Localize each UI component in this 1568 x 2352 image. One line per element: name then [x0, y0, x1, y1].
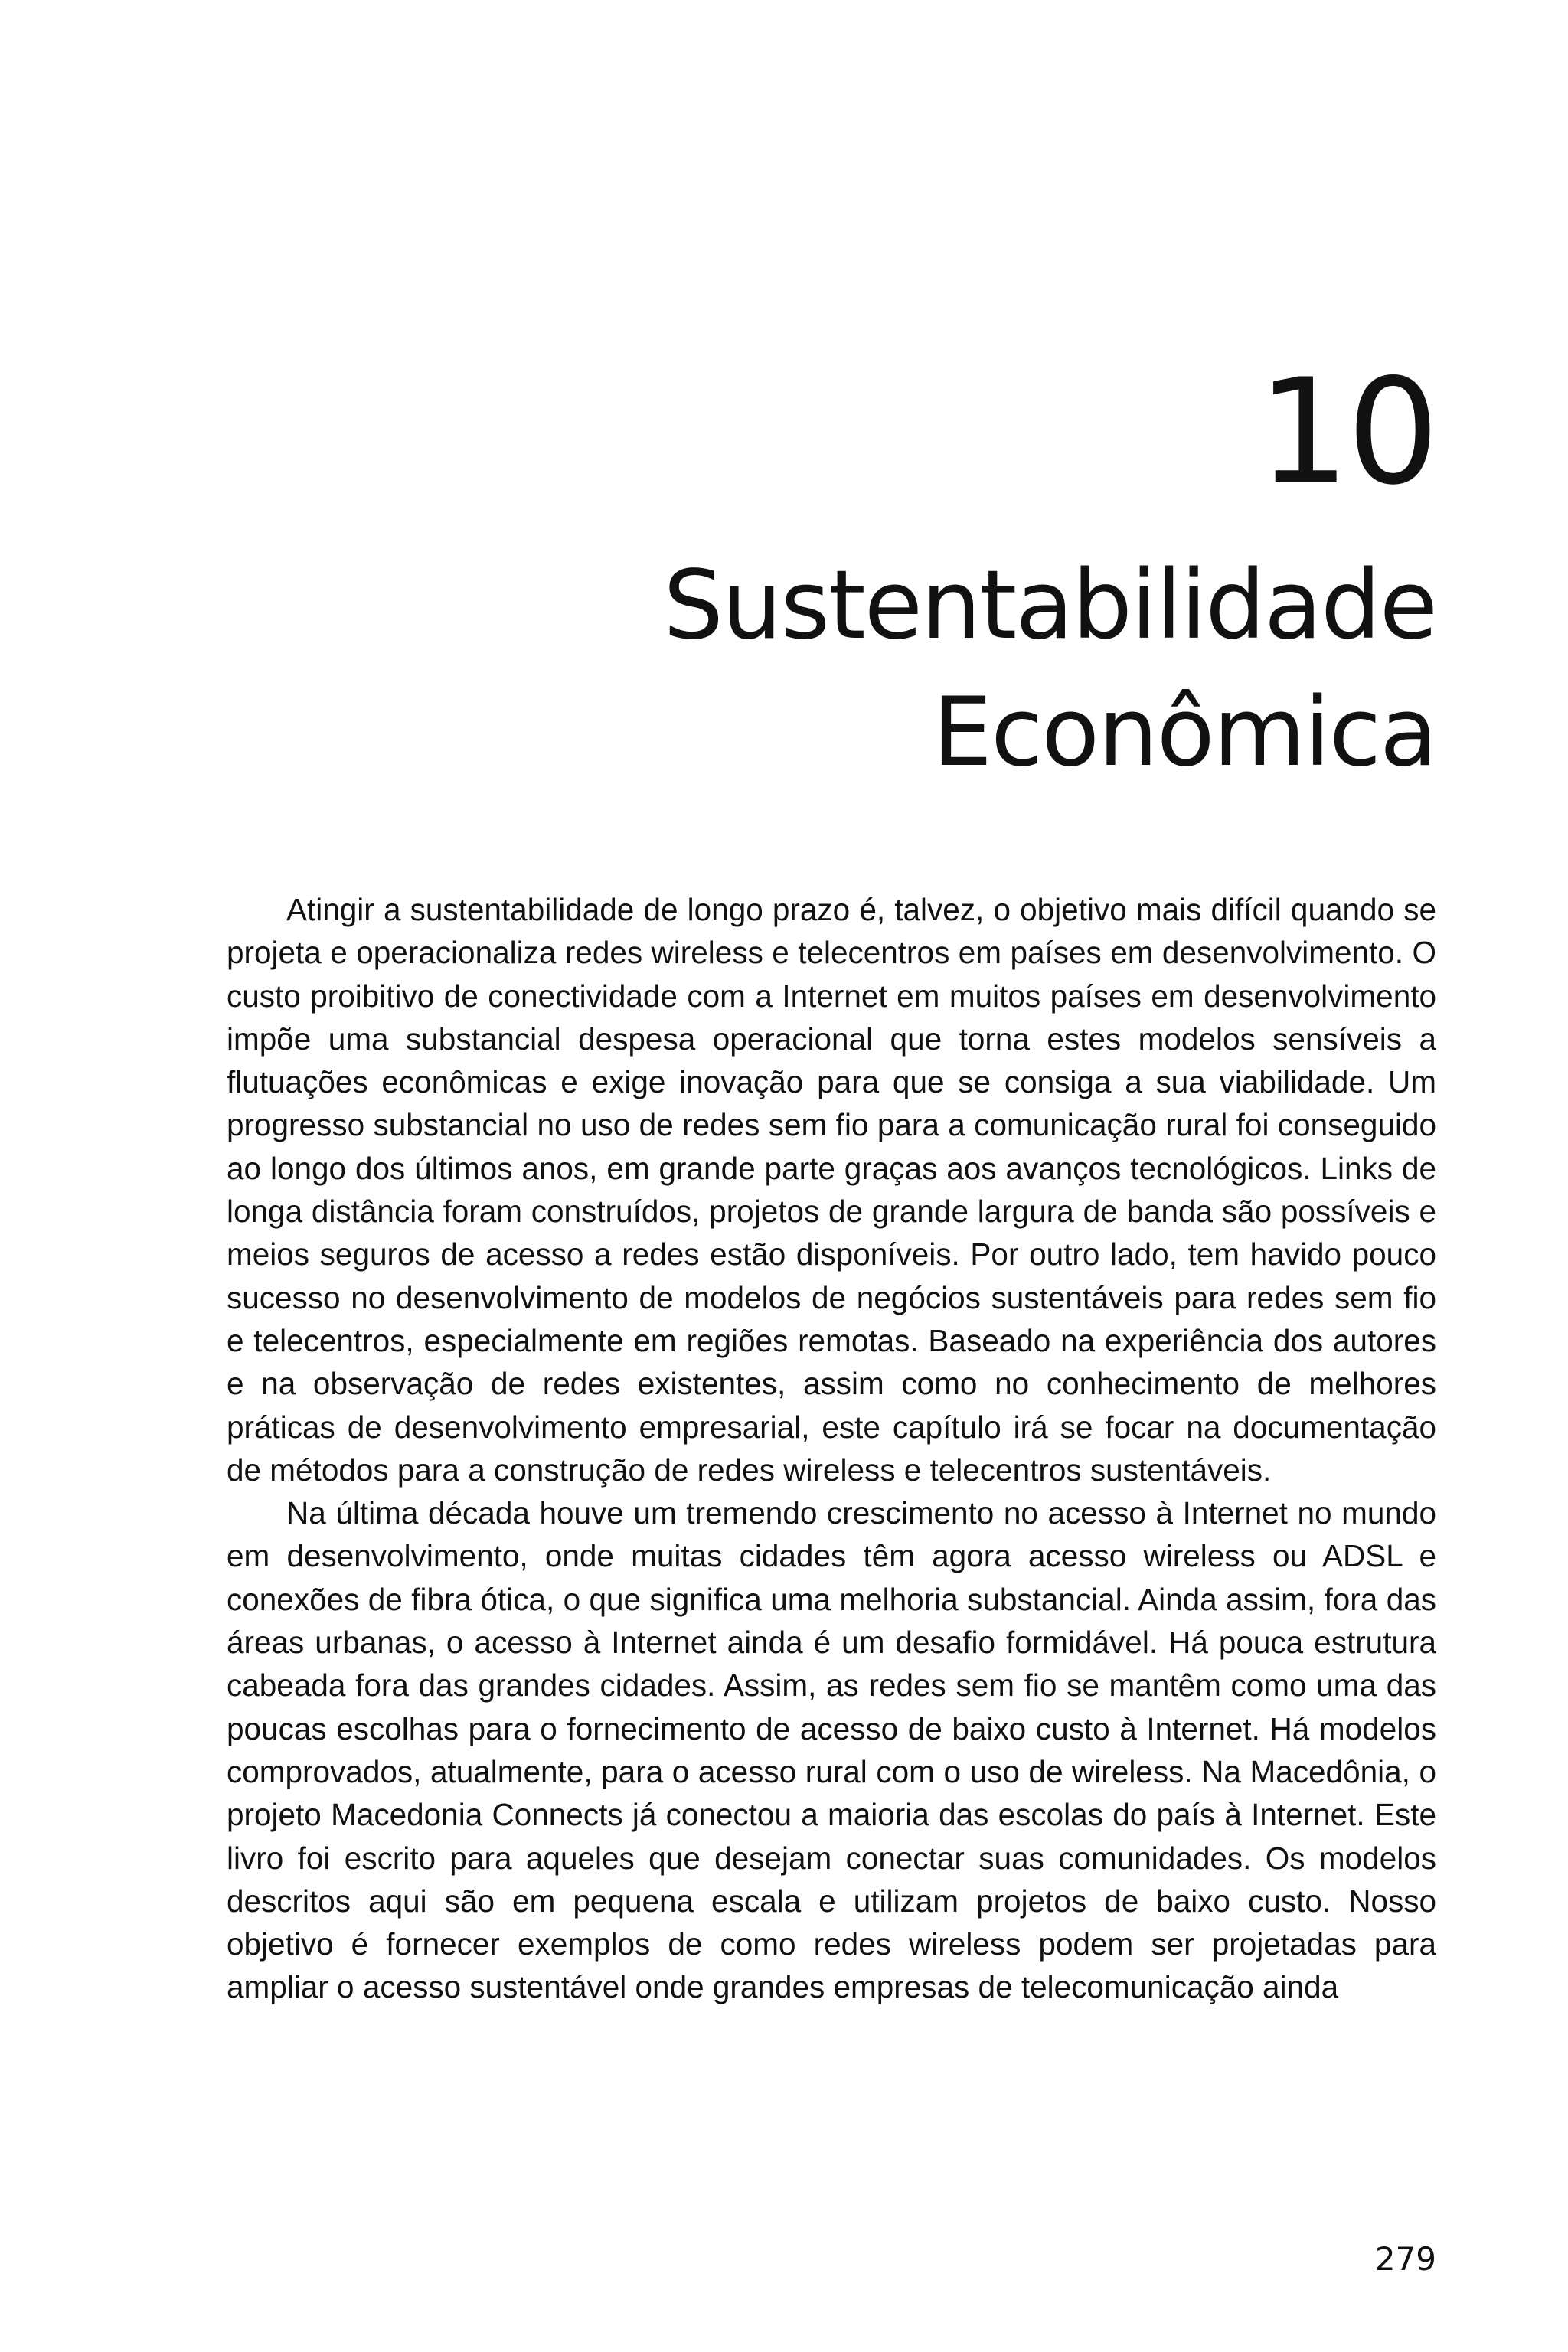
body-text: [227, 888, 1436, 2009]
chapter-number: 10: [1257, 348, 1436, 517]
paragraph-1: Atingir a sustentabilidade de longo prazo é, talvez, o objetivo mais difícil quando se projeta e operacionaliza redes wireless e telecentros em países em desenvolvimento. O custo proibitivo de conectividade com a Internet em muitos países em desenvolvimento impõe uma substancial despesa operacional que torna estes modelos sensíveis a flutuações econômicas e exige inovação para que se consiga a sua viabilidade. Um progresso substancial no uso de redes sem fio para a comunicação rural foi conseguido ao longo dos últimos anos, em grande parte graças aos avanços tecnológicos. Links de longa distância foram construídos, projetos de grande largura de banda são possíveis e meios seguros de acesso a redes estão disponíveis. Por outro lado, tem havido pouco sucesso no desenvolvimento de modelos de negócios sustentáveis para redes sem fio e telecentros, especialmente em regiões remotas. Baseado na experiência dos autores e na observação de redes existentes, assim como no conhecimento de melhores práticas de desenvolvimento empresarial, este capítulo irá se focar na documentação de métodos para a construção de redes wireless e telecentros sustentáveis.: [227, 892, 1436, 1488]
page-number: 279: [1374, 2240, 1436, 2278]
chapter-title: [663, 542, 1436, 796]
chapter-title-line-1: Sustentabilidade: [663, 550, 1436, 661]
paragraph-2: Na última década houve um tremendo crescimento no acesso à Internet no mundo em desenvolvimento, onde muitas cidades têm agora acesso wireless ou ADSL e conexões de fibra ótica, o que significa uma melhoria substancial. Ainda assim, fora das áreas urbanas, o acesso à Internet ainda é um desafio formidável. Há pouca estrutura cabeada fora das grandes cidades. Assim, as redes sem fio se mantêm como uma das poucas escolhas para o fornecimento de acesso de baixo custo à Internet. Há modelos comprovados, atualmente, para o acesso rural com o uso de wireless. Na Macedônia, o projeto Macedonia Connects já conectou a maioria das escolas do país à Internet. Este livro foi escrito para aqueles que desejam conectar suas comunidades. Os modelos descritos aqui são em pequena escala e utilizam projetos de baixo custo. Nosso objetivo é fornecer exemplos de como redes wireless podem ser projetadas para ampliar o acesso sustentável onde grandes empresas de telecomunicação ainda: [227, 1495, 1436, 2005]
chapter-title-line-2: Econômica: [932, 678, 1436, 788]
